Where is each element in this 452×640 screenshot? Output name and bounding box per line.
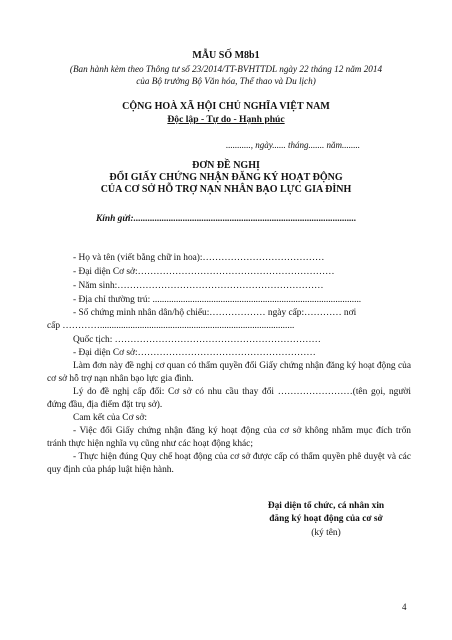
paragraph-request: Làm đơn này đề nghị cơ quan có thẩm quyền đổi Giấy chứng nhận đăng ký hoạt động của cơ sở hỗ trợ nạn nhân bạo lực gia đình. bbox=[47, 361, 411, 384]
field-name: - Họ và tên (viết bằng chữ in hoa):………………………………… bbox=[73, 253, 325, 263]
title-line-3: CỦA CƠ SỞ HỖ TRỢ NẠN NHÂN BẠO LỰC GIA ĐÌNH bbox=[100, 184, 352, 195]
field-nationality: Quốc tịch: ………………………………………………………… bbox=[73, 335, 321, 345]
signature-line-3: (ký tên) bbox=[311, 528, 341, 538]
page-number: 4 bbox=[402, 602, 407, 612]
form-code: MẪU SỐ M8b1 bbox=[192, 50, 260, 61]
field-representative-2: - Đại diện Cơ sở:………………………………………………… bbox=[73, 348, 316, 358]
signature-line-2: đăng ký hoạt động của cơ sở bbox=[269, 514, 383, 524]
paragraph-commit-2: - Thực hiện đúng Quy chế hoạt động của cơ sở được cấp có thẩm quyền phê duyệt và các quy định của pháp luật hiện hành. bbox=[47, 452, 411, 475]
title-line-2: ĐỔI GIẤY CHỨNG NHẬN ĐĂNG KÝ HOẠT ĐỘNG bbox=[109, 172, 343, 183]
date-line: ..........., ngày...... tháng....... năm........ bbox=[226, 140, 360, 150]
paragraph-commitment: Cam kết của Cơ sở: bbox=[73, 413, 147, 423]
paragraph-commit-1: - Việc đổi Giấy chứng nhận đăng ký hoạt động của cơ sở không nhằm mục đích trốn tránh thực hiện nghĩa vụ cũng như các hoạt động khác; bbox=[47, 426, 411, 449]
signature-line-1: Đại diện tổ chức, cá nhân xin bbox=[267, 501, 385, 511]
field-address: - Địa chỉ thường trú: ......................................................................................... bbox=[73, 295, 362, 305]
kinh-gui-line: Kính gửi:............................................................................................... bbox=[96, 214, 357, 224]
motto-text: Độc lập - Tự do - Hạnh phúc bbox=[167, 114, 285, 125]
paragraph-reason: Lý do đề nghị cấp đổi: Cơ sở có nhu cầu thay đổi ……………………(tên gọi, người đứng đầu, địa điểm đặt trụ sở). bbox=[47, 387, 411, 410]
issued-note-2: của Bộ trưởng Bộ Văn hóa, Thể thao và Du lịch) bbox=[136, 76, 316, 86]
motto bbox=[0, 114, 452, 126]
country-name: CỘNG HOÀ XÃ HỘI CHỦ NGHĨA VIỆT NAM bbox=[122, 101, 330, 112]
title-line-1: ĐƠN ĐỀ NGHỊ bbox=[192, 160, 260, 171]
field-issue-place: cấp …………................................................................................... bbox=[47, 321, 295, 331]
field-birth-year: - Năm sinh:………………………………………………………… bbox=[73, 281, 324, 291]
field-representative: - Đại diện Cơ sở:……………………………………………………… bbox=[73, 267, 335, 277]
field-id: - Số chứng minh nhân dân/hộ chiếu:……………… ngày cấp:………… nơi bbox=[73, 308, 357, 318]
issued-note-1: (Ban hành kèm theo Thông tư số 23/2014/TT-BVHTTDL ngày 22 tháng 12 năm 2014 bbox=[69, 64, 383, 74]
